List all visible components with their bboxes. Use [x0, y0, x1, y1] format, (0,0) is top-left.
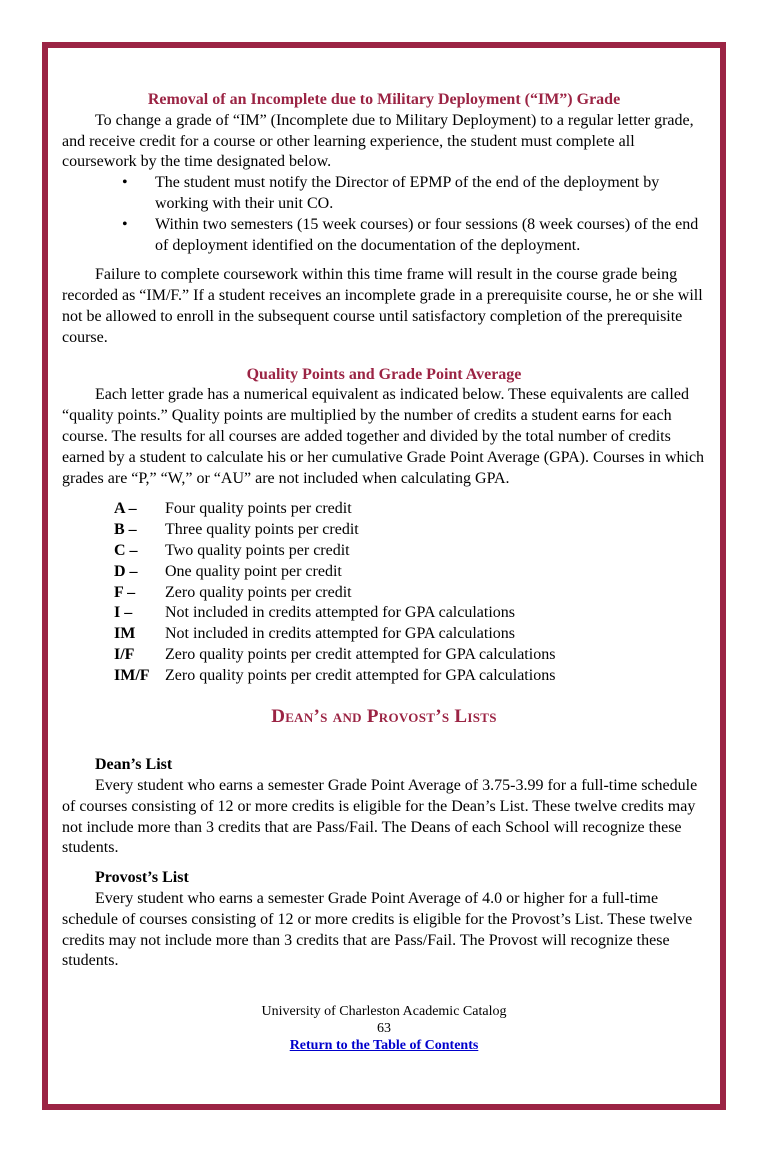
bullet-text: The student must notify the Director of EPMP of the end of the deployment by working with their unit CO. [155, 174, 660, 212]
grade-letter: F – [114, 583, 136, 601]
table-row [114, 520, 706, 541]
grade-letter: I/F [114, 645, 135, 663]
im-failure-paragraph: Failure to complete coursework within this time frame will result in the course grade being recorded as “IM/F.” If a student receives an incomplete grade in a prerequisite course, he or she will not be allowed to enroll in the subsequent course until satisfactory completion of the prerequisite course. [62, 266, 703, 346]
im-bullet-list [62, 173, 706, 256]
im-grade-heading: Removal of an Incomplete due to Military Deployment (“IM”) Grade [147, 91, 621, 108]
grade-description: Four quality points per credit [165, 500, 352, 518]
deans-provosts-lists-heading: Dean’s and Provost’s Lists [271, 705, 497, 727]
table-row [114, 499, 706, 520]
grade-description: Three quality points per credit [165, 521, 359, 539]
quality-points-paragraph: Each letter grade has a numerical equivalent as indicated below. These equivalents are called “quality points.” Quality points are multiplied by the number of credits a student earns for each course. The results for all courses are added together and divided by the total number of credits earned by a student to calculate his or her cumulative Grade Point Average (GPA). Courses in which grades are “P,” “W,” or “AU” are not included when calculating GPA. [62, 386, 705, 487]
provosts-list-subheading: Provost’s List [95, 869, 189, 887]
deans-list-subheading: Dean’s List [95, 756, 173, 774]
grade-points-list [62, 499, 706, 686]
grade-description: Not included in credits attempted for GPA calculations [165, 604, 515, 622]
bullet-text: Within two semesters (15 week courses) or four sessions (8 week courses) of the end of deployment identified on the documentation of the deployment. [155, 215, 699, 254]
grade-description: Two quality points per credit [165, 541, 350, 559]
grade-letter: IM/F [114, 666, 150, 684]
grade-description: Not included in credits attempted for GPA calculations [165, 625, 515, 643]
table-row [114, 603, 706, 624]
grade-letter: IM [114, 625, 136, 643]
deans-list-paragraph: Every student who earns a semester Grade Point Average of 3.75-3.99 for a full-time schedule of courses consisting of 12 or more credits is eligible for the Dean’s List. These twelve credits may not include more than 3 credits that are Pass/Fail. The Deans of each School will recognize these students. [62, 777, 698, 857]
page-border-frame [42, 42, 726, 1110]
list-item [62, 215, 706, 257]
table-row [114, 541, 706, 562]
bullet-icon: • [122, 215, 128, 233]
grade-letter: I – [114, 604, 133, 622]
page-number: 63 [377, 1021, 391, 1037]
grade-letter: D – [114, 562, 138, 580]
grade-description: Zero quality points per credit [165, 583, 352, 601]
quality-points-heading: Quality Points and Grade Point Average [246, 365, 522, 383]
bullet-icon: • [122, 174, 128, 192]
grade-letter: A – [114, 500, 137, 518]
catalog-title: University of Charleston Academic Catalog [261, 1004, 507, 1020]
table-row [114, 645, 706, 666]
grade-description: Zero quality points per credit attempted for GPA calculations [165, 645, 556, 663]
table-row [114, 624, 706, 645]
grade-description: One quality point per credit [165, 562, 342, 580]
table-row [114, 583, 706, 604]
return-to-toc-link[interactable]: Return to the Table of Contents [289, 1038, 479, 1054]
table-row [114, 562, 706, 583]
provosts-list-paragraph: Every student who earns a semester Grade Point Average of 4.0 or higher for a full-time schedule of courses consisting of 12 or more credits is eligible for the Provost’s List. These twelve credits may not include more than 3 credits that are Pass/Fail. The Provost will recognize these students. [62, 889, 693, 970]
page-footer [62, 1003, 706, 1054]
grade-letter: C – [114, 541, 138, 559]
grade-description: Zero quality points per credit attempted for GPA calculations [165, 666, 556, 684]
table-row [114, 666, 706, 687]
page-content [48, 90, 720, 1054]
im-intro-paragraph: To change a grade of “IM” (Incomplete due to Military Deployment) to a regular letter grade, and receive credit for a course or other learning experience, the student must complete all coursework by the time designated below. [62, 111, 694, 171]
list-item [62, 173, 706, 215]
grade-letter: B – [114, 521, 137, 539]
